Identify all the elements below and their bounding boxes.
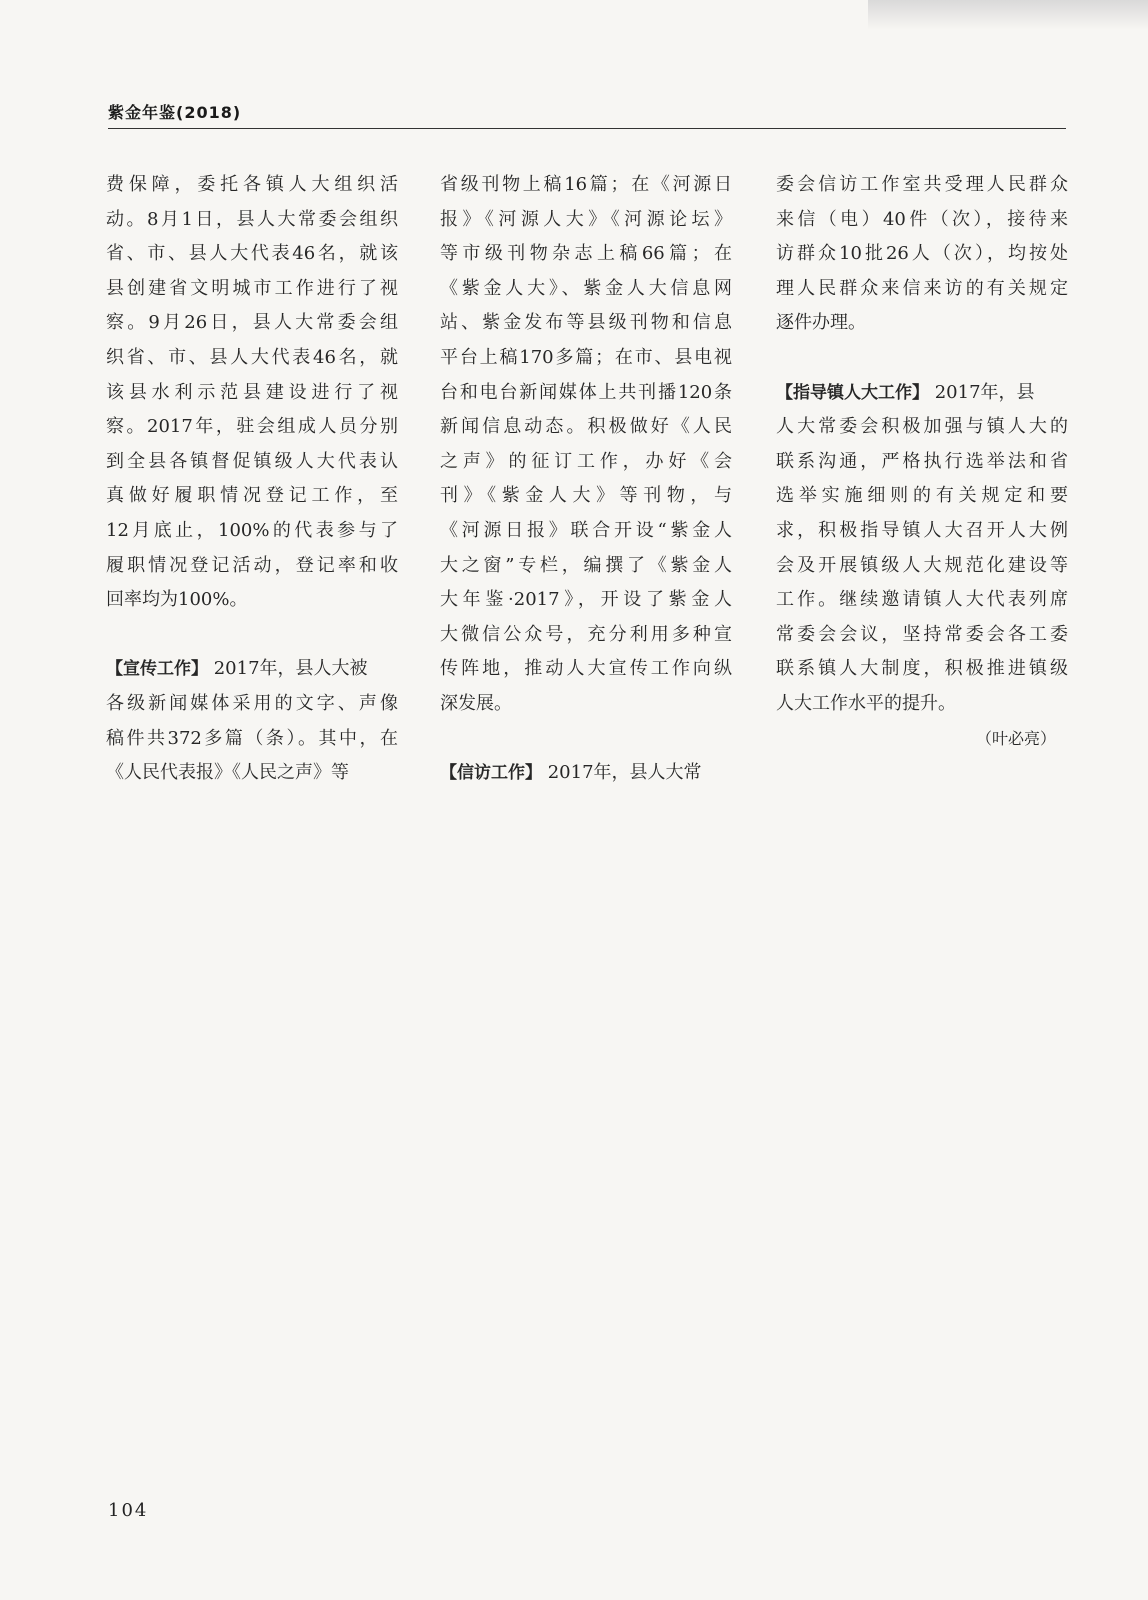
text-line: 人大工作水平的提升。 (776, 692, 956, 714)
text-line: 到全县各镇督促镇级人大代表认 (106, 450, 398, 472)
text-line: 履职情况登记活动，登记率和收 (106, 554, 398, 576)
text-line: 报》《河源人大》《河源论坛》 (440, 208, 732, 230)
text-line: 稿件共372多篇（条）。其中，在 (106, 727, 398, 749)
section-heading: 【指导镇人大工作】 (776, 382, 929, 403)
text-line: 之声》的征订工作，办好《会 (440, 450, 732, 472)
text-line: 人大常委会积极加强与镇人大的 (776, 416, 1068, 438)
text-line: 求，积极指导镇人大召开人大例 (776, 519, 1068, 541)
text-line: 费保障，委托各镇人大组织活 (106, 174, 398, 195)
text-line: 逐件办理。 (776, 312, 866, 334)
text-line: 《河源日报》联合开设“紫金人 (440, 519, 732, 541)
text-column-1 (106, 168, 398, 791)
running-header: 紫金年鉴(2018) (108, 103, 242, 122)
text-line: 该县水利示范县建设进行了视 (106, 381, 398, 403)
line-text: 2017年，县 (929, 381, 1035, 403)
text-line: 新闻信息动态。积极做好《人民 (440, 416, 732, 438)
text-line: 访群众10批26人（次），均按处 (776, 243, 1068, 265)
text-line: 委会信访工作室共受理人民群众 (776, 174, 1068, 195)
text-column-3 (776, 168, 1068, 756)
text-column-2 (440, 168, 732, 791)
text-line: 察。9月26日，县人大常委会组 (106, 312, 398, 334)
text-line: 回率均为100%。 (106, 589, 248, 611)
text-line: 传阵地，推动人大宣传工作向纵 (440, 658, 732, 680)
text-line: 大年鉴·2017》，开设了紫金人 (440, 589, 732, 611)
text-line: 联系镇人大制度，积极推进镇级 (776, 658, 1068, 680)
text-line (776, 376, 1068, 411)
header-rule (108, 128, 1066, 129)
author-credit: （叶必亮） (975, 728, 1056, 748)
text-line: 省、市、县人大代表46名，就该 (106, 243, 398, 265)
text-line: 会及开展镇级人大规范化建设等 (776, 554, 1068, 576)
text-line: 真做好履职情况登记工作，至 (106, 485, 398, 507)
section-heading: 【信访工作】 (440, 763, 542, 784)
text-line: 联系沟通，严格执行选举法和省 (776, 450, 1068, 472)
text-line: 来信（电）40件（次），接待来 (776, 208, 1068, 230)
scan-edge-shadow (868, 0, 1148, 30)
text-line: 12月底止，100%的代表参与了 (106, 519, 398, 541)
text-line: 织省、市、县人大代表46名，就 (106, 346, 398, 368)
text-line: 各级新闻媒体采用的文字、声像 (106, 692, 398, 714)
text-line: 《紫金人大》、紫金人大信息网 (440, 277, 732, 299)
text-line: 刊》《紫金人大》等刊物，与 (440, 485, 732, 507)
text-line (440, 756, 732, 791)
text-line: 理人民群众来信来访的有关规定 (776, 277, 1068, 299)
text-line (106, 652, 398, 687)
paragraph-gap (776, 341, 1068, 376)
text-line: 等市级刊物杂志上稿66篇；在 (440, 243, 732, 265)
paragraph-gap (440, 722, 732, 757)
text-line: 深发展。 (440, 692, 512, 714)
line-text: 2017年，县人大常 (542, 762, 702, 784)
text-line: 省级刊物上稿16篇；在《河源日 (440, 174, 732, 195)
text-line: 县创建省文明城市工作进行了视 (106, 277, 398, 299)
text-line: 选举实施细则的有关规定和要 (776, 485, 1068, 507)
text-line: 工作。继续邀请镇人大代表列席 (776, 589, 1068, 611)
text-line: 大微信公众号，充分利用多种宣 (440, 623, 732, 645)
text-line: 动。8月1日，县人大常委会组织 (106, 208, 398, 230)
text-line: 常委会会议，坚持常委会各工委 (776, 623, 1068, 645)
line-text: 2017年，县人大被 (208, 658, 368, 680)
paragraph-gap (106, 618, 398, 653)
text-line: 察。2017年，驻会组成人员分别 (106, 416, 398, 438)
text-line: 《人民代表报》《人民之声》等 (106, 762, 349, 784)
text-line: 台和电台新闻媒体上共刊播120条 (440, 381, 732, 403)
text-line: 平台上稿170多篇；在市、县电视 (440, 346, 732, 368)
section-heading: 【宣传工作】 (106, 659, 208, 680)
page-number: 104 (108, 1500, 149, 1521)
text-line: 大之窗”专栏，编撰了《紫金人 (440, 554, 732, 576)
text-line: 站、紫金发布等县级刊物和信息 (440, 312, 732, 334)
